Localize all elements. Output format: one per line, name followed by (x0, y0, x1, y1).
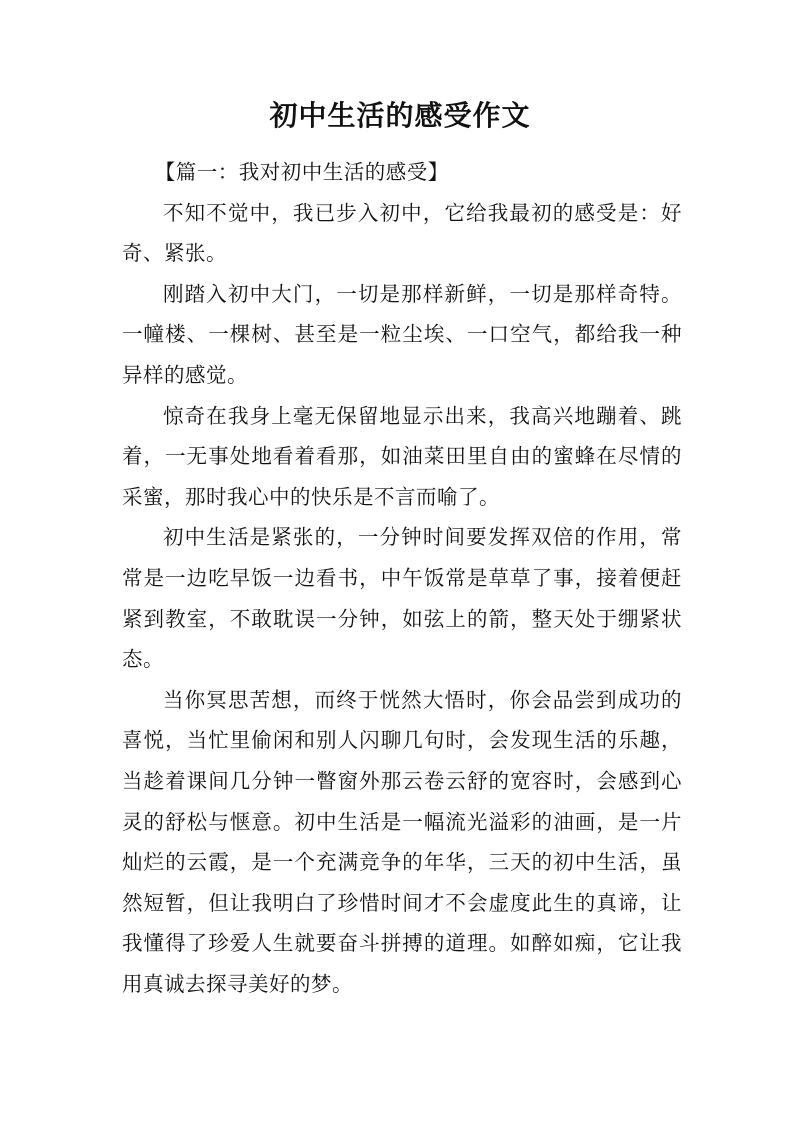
paragraph-5: 当你冥思苦想，而终于恍然大悟时，你会品尝到成功的喜悦，当忙里偷闲和别人闪聊几句时，会发现生活的乐趣，当趁着课间几分钟一瞥窗外那云卷云舒的宽容时，会感到心灵的舒松与惬意。初中生活是一幅流光溢彩的油画，是一片灿烂的云霞，是一个充满竞争的年华，三天的初中生活，虽然短暂，但让我明白了珍惜时间才不会虚度此生的真谛，让我懂得了珍爱人生就要奋斗拼搏的道理。如醉如痴，它让我用真诚去探寻美好的梦。 (122, 687, 682, 996)
document-body (122, 152, 682, 1004)
paragraph-3: 惊奇在我身上毫无保留地显示出来，我高兴地蹦着、跳着，一无事处地看着看那，如油菜田里自由的蜜蜂在尽情的采蜜，那时我心中的快乐是不言而喻了。 (122, 403, 682, 509)
section-heading: 【篇一：我对初中生活的感受】 (154, 160, 449, 184)
paragraph-2: 刚踏入初中大门，一切是那样新鲜，一切是那样奇特。一幢楼、一棵树、甚至是一粒尘埃、一口空气，都给我一种异样的感觉。 (122, 281, 682, 387)
document-title: 初中生活的感受作文 (269, 99, 531, 132)
paragraph-4: 初中生活是紧张的，一分钟时间要发挥双倍的作用，常常是一边吃早饭一边看书，中午饭常是草草了事，接着便赶紧到教室，不敢耽误一分钟，如弦上的箭，整天处于绷紧状态。 (122, 525, 682, 672)
paragraph-1: 不知不觉中，我已步入初中，它给我最初的感受是：好奇、紧张。 (122, 200, 682, 266)
